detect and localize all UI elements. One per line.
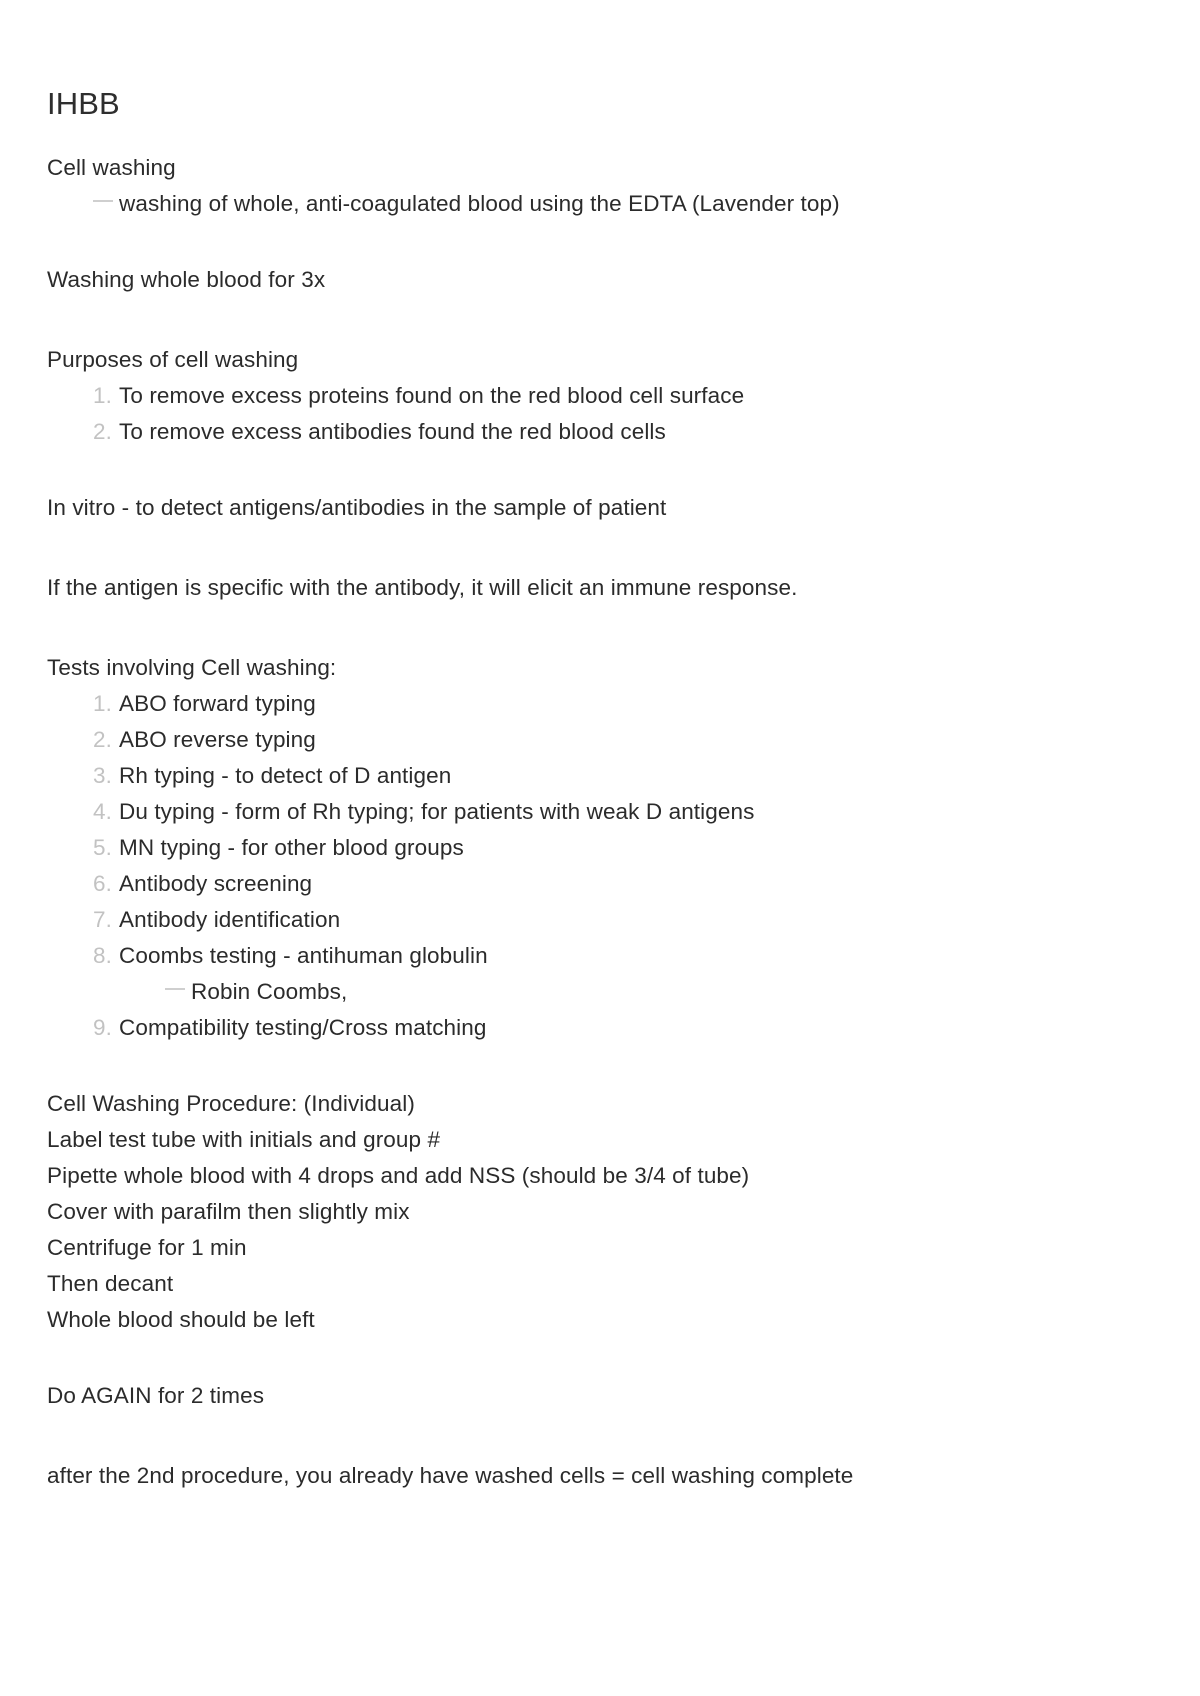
list-item-text: Antibody identification (119, 907, 341, 932)
procedure-step: Cover with parafilm then slightly mix (47, 1199, 410, 1224)
tests-heading: Tests involving Cell washing: (47, 655, 337, 680)
list-number: 7. (93, 907, 112, 932)
in-vitro-text: In vitro - to detect antigens/antibodies in the sample of patient (47, 495, 667, 520)
list-item (47, 1010, 1157, 1046)
list-item-text: To remove excess antibodies found the red blood cells (119, 419, 666, 444)
procedure-section (47, 1086, 1157, 1338)
list-item-text: Antibody screening (119, 871, 313, 896)
tests-list (47, 686, 1157, 1046)
procedure-heading: Cell Washing Procedure: (Individual) (47, 1091, 415, 1116)
list-item (47, 758, 1157, 794)
list-item-text: Compatibility testing/Cross matching (119, 1015, 487, 1040)
procedure-step: Centrifuge for 1 min (47, 1235, 247, 1260)
document-page (47, 84, 1157, 1494)
list-number: 2. (93, 727, 112, 752)
list-number: 1. (93, 691, 112, 716)
list-item (47, 830, 1157, 866)
washing-whole-blood-text: Washing whole blood for 3x (47, 267, 326, 292)
list-item-text: To remove excess proteins found on the red blood cell surface (119, 383, 745, 408)
list-item (47, 414, 1157, 450)
page-title: IHBB (47, 86, 120, 121)
do-again-text: Do AGAIN for 2 times (47, 1383, 265, 1408)
procedure-step: Then decant (47, 1271, 174, 1296)
list-number: 5. (93, 835, 112, 860)
list-item (47, 902, 1157, 938)
list-number: 4. (93, 799, 112, 824)
list-item-text: Coombs testing - antihuman globulin (119, 943, 488, 968)
list-item-text: ABO reverse typing (119, 727, 316, 752)
conclusion-text: after the 2nd procedure, you already have washed cells = cell washing complete (47, 1463, 854, 1488)
list-item (47, 866, 1157, 902)
list-item (47, 186, 1157, 222)
dash-bullet-icon (47, 974, 191, 1010)
sub-list-item (47, 974, 1157, 1010)
list-item (47, 378, 1157, 414)
list-number: 8. (93, 943, 112, 968)
list-number: 9. (93, 1015, 112, 1040)
purposes-heading: Purposes of cell washing (47, 347, 299, 372)
dash-bullet-icon (47, 186, 119, 222)
list-item-text: ABO forward typing (119, 691, 316, 716)
list-number: 6. (93, 871, 112, 896)
procedure-step: Pipette whole blood with 4 drops and add NSS (should be 3/4 of tube) (47, 1163, 750, 1188)
list-item-text: Rh typing - to detect of D antigen (119, 763, 452, 788)
list-item-text: Du typing - form of Rh typing; for patients with weak D antigens (119, 799, 755, 824)
list-number: 1. (93, 383, 112, 408)
list-number: 2. (93, 419, 112, 444)
procedure-step: Label test tube with initials and group # (47, 1127, 441, 1152)
list-item (47, 722, 1157, 758)
purposes-list (47, 378, 1157, 450)
antigen-specific-text: If the antigen is specific with the antibody, it will elicit an immune response. (47, 575, 798, 600)
cell-washing-bullets (47, 186, 1157, 222)
list-item-text: MN typing - for other blood groups (119, 835, 464, 860)
list-item (47, 794, 1157, 830)
cell-washing-heading: Cell washing (47, 155, 176, 180)
list-item (47, 686, 1157, 722)
list-number: 3. (93, 763, 112, 788)
list-item-text: Robin Coombs, (191, 979, 348, 1004)
procedure-step: Whole blood should be left (47, 1307, 315, 1332)
list-item (47, 938, 1157, 974)
list-item-text: washing of whole, anti-coagulated blood using the EDTA (Lavender top) (119, 191, 840, 216)
